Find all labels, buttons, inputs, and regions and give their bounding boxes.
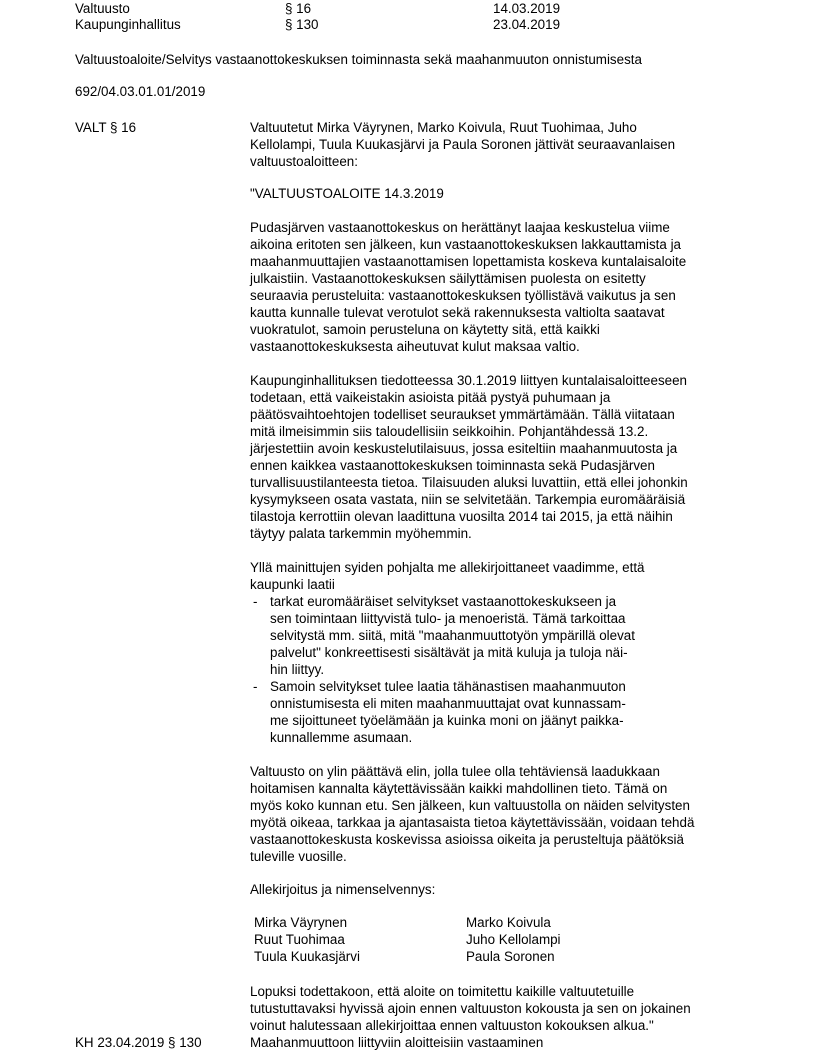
text-line: seuraavia perusteluita: vastaanottokeskuksen työllistävä vaikutus ja sen xyxy=(250,288,676,303)
record-number: 692/04.03.01.01/2019 xyxy=(75,84,206,99)
text-line: tarkat euromääräiset selvitykset vastaanottokeskukseen ja xyxy=(270,594,617,609)
header-date-1: 14.03.2019 xyxy=(493,1,561,16)
demand-list xyxy=(250,593,635,746)
paragraph-1 xyxy=(250,219,750,355)
list-item xyxy=(250,593,635,678)
text-line: maahanmuuttajien vastaanottamisen lopettamista koskeva kuntalaisaloite xyxy=(250,254,687,269)
text-line: Kaupunginhallituksen tiedotteessa 30.1.2019 liittyen kuntalaisaloitteeseen xyxy=(250,373,687,388)
text-line: valtuustoaloitteen: xyxy=(250,154,358,169)
text-line: onnistumisesta eli miten maahanmuuttajat ovat kunnassam- xyxy=(270,696,626,711)
text-line: me sijoittuneet työelämään ja kuinka moni on jäänyt paikka- xyxy=(270,713,624,728)
text-line: Samoin selvitykset tulee laatia tähänastisen maahanmuuton xyxy=(270,679,626,694)
signatory-name: Ruut Tuohimaa xyxy=(254,932,345,947)
header-section-2: § 130 xyxy=(285,17,319,32)
text-line: hin liittyy. xyxy=(270,662,325,677)
text-line: tuleville vuosille. xyxy=(250,849,347,864)
kh-section-text: Maahanmuuttoon liittyviin aloitteisiin vastaaminen xyxy=(250,1035,544,1050)
text-line: Kellolampi, Tuula Kuukasjärvi ja Paula Soronen jättivät seuraavanlaisen xyxy=(250,137,676,152)
text-line: tutustuttavaksi hyvissä ajoin ennen valtuuston kokousta ja sen on jokainen xyxy=(250,1001,691,1016)
text-line: aikoina eritoten sen jälkeen, kun vastaanottokeskuksen lakkauttamista ja xyxy=(250,237,681,252)
paragraph-4 xyxy=(250,763,750,865)
intro-paragraph xyxy=(250,119,750,170)
bullet-dash: - xyxy=(253,679,258,694)
text-line: Lopuksi todettakoon, että aloite on toimitettu kaikille valtuutetuille xyxy=(250,984,635,999)
initiative-heading: "VALTUUSTOALOITE 14.3.2019 xyxy=(250,186,444,201)
paragraph-3 xyxy=(250,559,750,593)
text-line: tilastoja kerrottiin olevan laadittuna vuosilta 2014 tai 2015, ja että näihin xyxy=(250,509,673,524)
text-line: selvitystä mm. siitä, mitä "maahanmuuttotyön ympärillä olevat xyxy=(270,628,635,643)
text-line: palvelut" konkreettisesti sisältävät ja mitä kuluja ja tuloja näi- xyxy=(270,645,628,660)
text-line: julkaistiin. Vastaanottokeskuksen säilyttämisen puolesta on esitetty xyxy=(250,271,646,286)
text-line: turvallisuustilanteesta tietoa. Tilaisuuden aluksi luvattiin, että ellei johonkin xyxy=(250,475,688,490)
text-line: mitä ilmeisimmin siis taloudellisiin seikkoihin. Pohjantähdessä 13.2. xyxy=(250,424,649,439)
header-section-1: § 16 xyxy=(285,1,312,16)
signatory-name: Tuula Kuukasjärvi xyxy=(254,949,360,964)
bullet-dash: - xyxy=(253,594,258,609)
header-body-1: Valtuusto xyxy=(75,1,130,16)
text-line: ennen kaikkea vastaanottokeskuksen toiminnasta sekä Pudasjärven xyxy=(250,458,655,473)
signatory-name: Juho Kellolampi xyxy=(466,932,561,947)
list-item xyxy=(250,678,635,746)
signatory-name: Marko Koivula xyxy=(466,915,551,930)
text-line: vastaanottokeskusta koskevissa asioissa oikeita ja perusteltuja päätöksiä xyxy=(250,832,684,847)
valt-section-label: VALT § 16 xyxy=(75,120,137,135)
kh-section-label: KH 23.04.2019 § 130 xyxy=(75,1035,202,1050)
document-title: Valtuustoaloite/Selvitys vastaanottokeskuksen toiminnasta sekä maahanmuuton onnistumisesta xyxy=(75,52,642,67)
text-line: myös koko kunnan etu. Sen jälkeen, kun valtuustolla on näiden selvitysten xyxy=(250,798,690,813)
text-line: Valtuutetut Mirka Väyrynen, Marko Koivula, Ruut Tuohimaa, Juho xyxy=(250,120,637,135)
text-line: myötä oikeaa, tarkkaa ja ajantasaista tietoa käytettävissään, voidaan tehdä xyxy=(250,815,695,830)
text-line: kaupunki laatii xyxy=(250,577,335,592)
paragraph-2 xyxy=(250,372,750,542)
text-line: sen toimintaan liittyvistä tulo- ja menoeristä. Tämä tarkoittaa xyxy=(270,611,626,626)
header-date-2: 23.04.2019 xyxy=(493,17,561,32)
text-line: järjestettiin avoin keskustelutilaisuus, jossa esiteltiin maahanmuutosta ja xyxy=(250,441,678,456)
header-body-2: Kaupunginhallitus xyxy=(75,17,181,32)
text-line: päätösvaihtoehtojen todelliset seuraukset ymmärtämään. Tällä viitataan xyxy=(250,407,675,422)
signatory-name: Paula Soronen xyxy=(466,949,555,964)
text-line: Yllä mainittujen syiden pohjalta me allekirjoittaneet vaadimme, että xyxy=(250,560,645,575)
text-line: vastaanottokeskuksesta aiheutuvat kulut maksaa valtio. xyxy=(250,339,580,354)
text-line: todetaan, että vaikeistakin asioista pitää pystyä puhumaan ja xyxy=(250,390,611,405)
signatory-name: Mirka Väyrynen xyxy=(254,915,348,930)
text-line: kautta kunnalle tulevat verotulot sekä rakennuksesta valtiolta saatavat xyxy=(250,305,665,320)
text-line: vuokratulot, samoin perusteluna on käytetty sitä, että kaikki xyxy=(250,322,600,337)
text-line: hoitamisen kannalta käytettävissään kaikki mahdollinen tieto. Tämä on xyxy=(250,781,668,796)
paragraph-5 xyxy=(250,983,750,1034)
text-line: Pudasjärven vastaanottokeskus on herättänyt laajaa keskustelua viime xyxy=(250,220,670,235)
text-line: täytyy palata tarkemmin myöhemmin. xyxy=(250,526,472,541)
signature-heading: Allekirjoitus ja nimenselvennys: xyxy=(250,882,436,897)
text-line: kysymykseen osata vastata, niin se selvitetään. Tarkempia euromääräisiä xyxy=(250,492,686,507)
text-line: Valtuusto on ylin päättävä elin, jolla tulee olla tehtäviensä laadukkaan xyxy=(250,764,660,779)
text-line: kunnallemme asumaan. xyxy=(270,730,413,745)
text-line: voinut halutessaan allekirjoittaa ennen valtuuston kokouksen alkua." xyxy=(250,1018,654,1033)
